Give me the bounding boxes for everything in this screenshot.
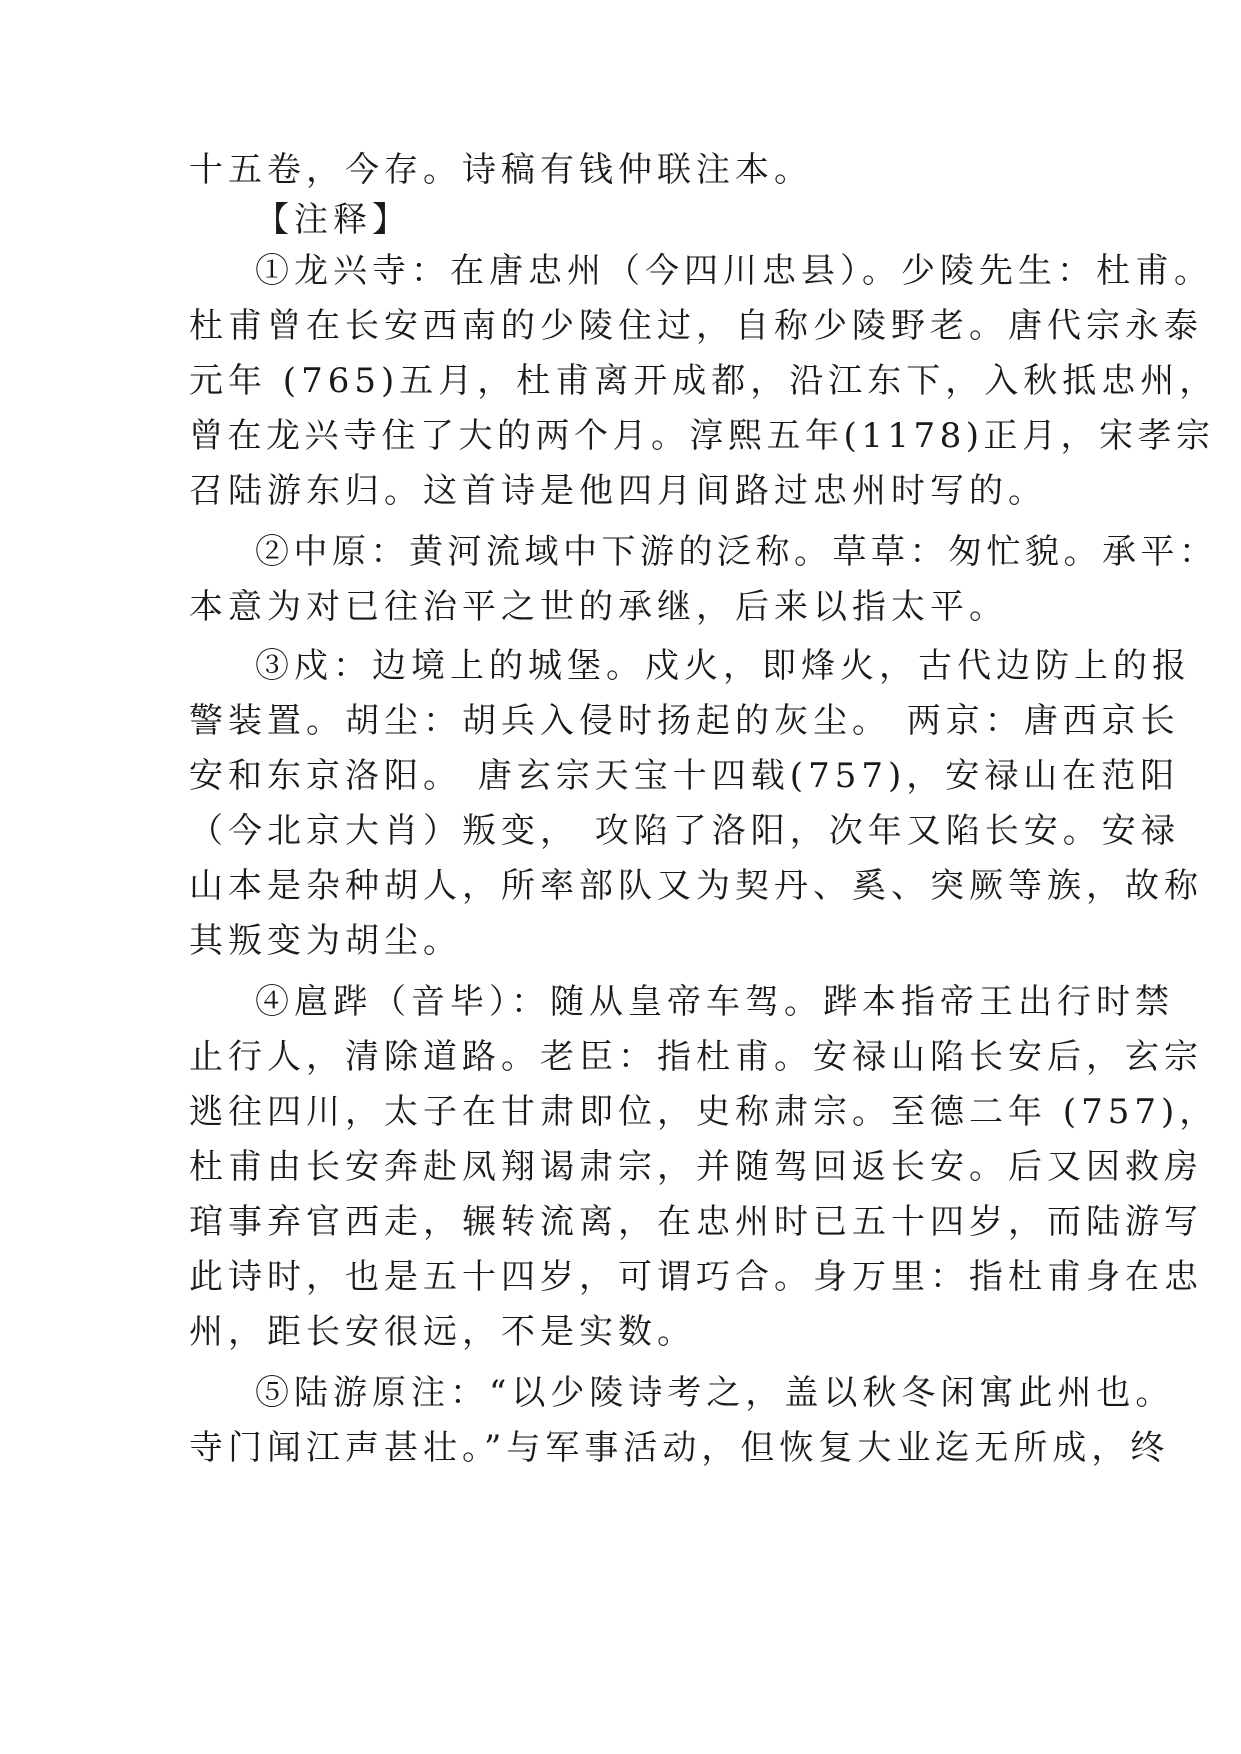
section-heading: 【注释】 [255, 200, 411, 240]
text-line: 琯事弃官西走，辗转流离，在忠州时已五十四岁，而陆游写 [189, 1202, 1203, 1242]
text-line: 逃往四川，太子在甘肃即位，史称肃宗。至德二年 (757)， [189, 1092, 1219, 1132]
text-line: 山本是杂种胡人，所率部队又为契丹、奚、突厥等族，故称 [189, 866, 1203, 906]
text-line: ①龙兴寺：在唐忠州（今四川忠县）。少陵先生：杜甫。 [255, 251, 1213, 291]
text-line: 寺门闻江声甚壮。”与军事活动，但恢复大业迄无所成，终 [189, 1428, 1170, 1468]
text-line: ③戍：边境上的城堡。戍火，即烽火，古代边防上的报 [255, 646, 1191, 686]
text-line: 止行人，清除道路。老臣：指杜甫。安禄山陷长安后，玄宗 [189, 1037, 1203, 1077]
text-line: 警装置。胡尘：胡兵入侵时扬起的灰尘。 两京：唐西京长 [189, 701, 1180, 741]
text-line: 元年 (765)五月，杜甫离开成都，沿江东下，入秋抵忠州， [189, 361, 1219, 401]
text-line: ②中原：黄河流域中下游的泛称。草草：匆忙貌。承平： [255, 532, 1218, 572]
text-line: 此诗时，也是五十四岁，可谓巧合。身万里：指杜甫身在忠 [189, 1257, 1203, 1297]
text-line: ⑤陆游原注：“以少陵诗考之，盖以秋冬闲寓此州也。 [255, 1373, 1175, 1413]
text-line: 杜甫由长安奔赴凤翔谒肃宗，并随驾回返长安。后又因救房 [189, 1147, 1203, 1187]
text-line: 杜甫曾在长安西南的少陵住过，自称少陵野老。唐代宗永泰 [189, 306, 1203, 346]
text-line: 十五卷，今存。诗稿有钱仲联注本。 [189, 150, 813, 190]
text-line: ④扈跸（音毕）：随从皇帝车驾。跸本指帝王出行时禁 [255, 982, 1174, 1022]
text-line: 曾在龙兴寺住了大的两个月。淳熙五年(1178)正月，宋孝宗 [189, 416, 1215, 456]
text-line: 其叛变为胡尘。 [189, 921, 462, 961]
text-line: （今北京大肖）叛变， 攻陷了洛阳，次年又陷长安。安禄 [189, 811, 1180, 851]
text-line: 召陆游东归。这首诗是他四月间路过忠州时写的。 [189, 471, 1047, 511]
text-line: 本意为对已往治平之世的承继，后来以指太平。 [189, 587, 1008, 627]
text-line: 州，距长安很远，不是实数。 [189, 1312, 696, 1352]
text-line: 安和东京洛阳。 唐玄宗天宝十四载(757)，安禄山在范阳 [189, 756, 1180, 796]
